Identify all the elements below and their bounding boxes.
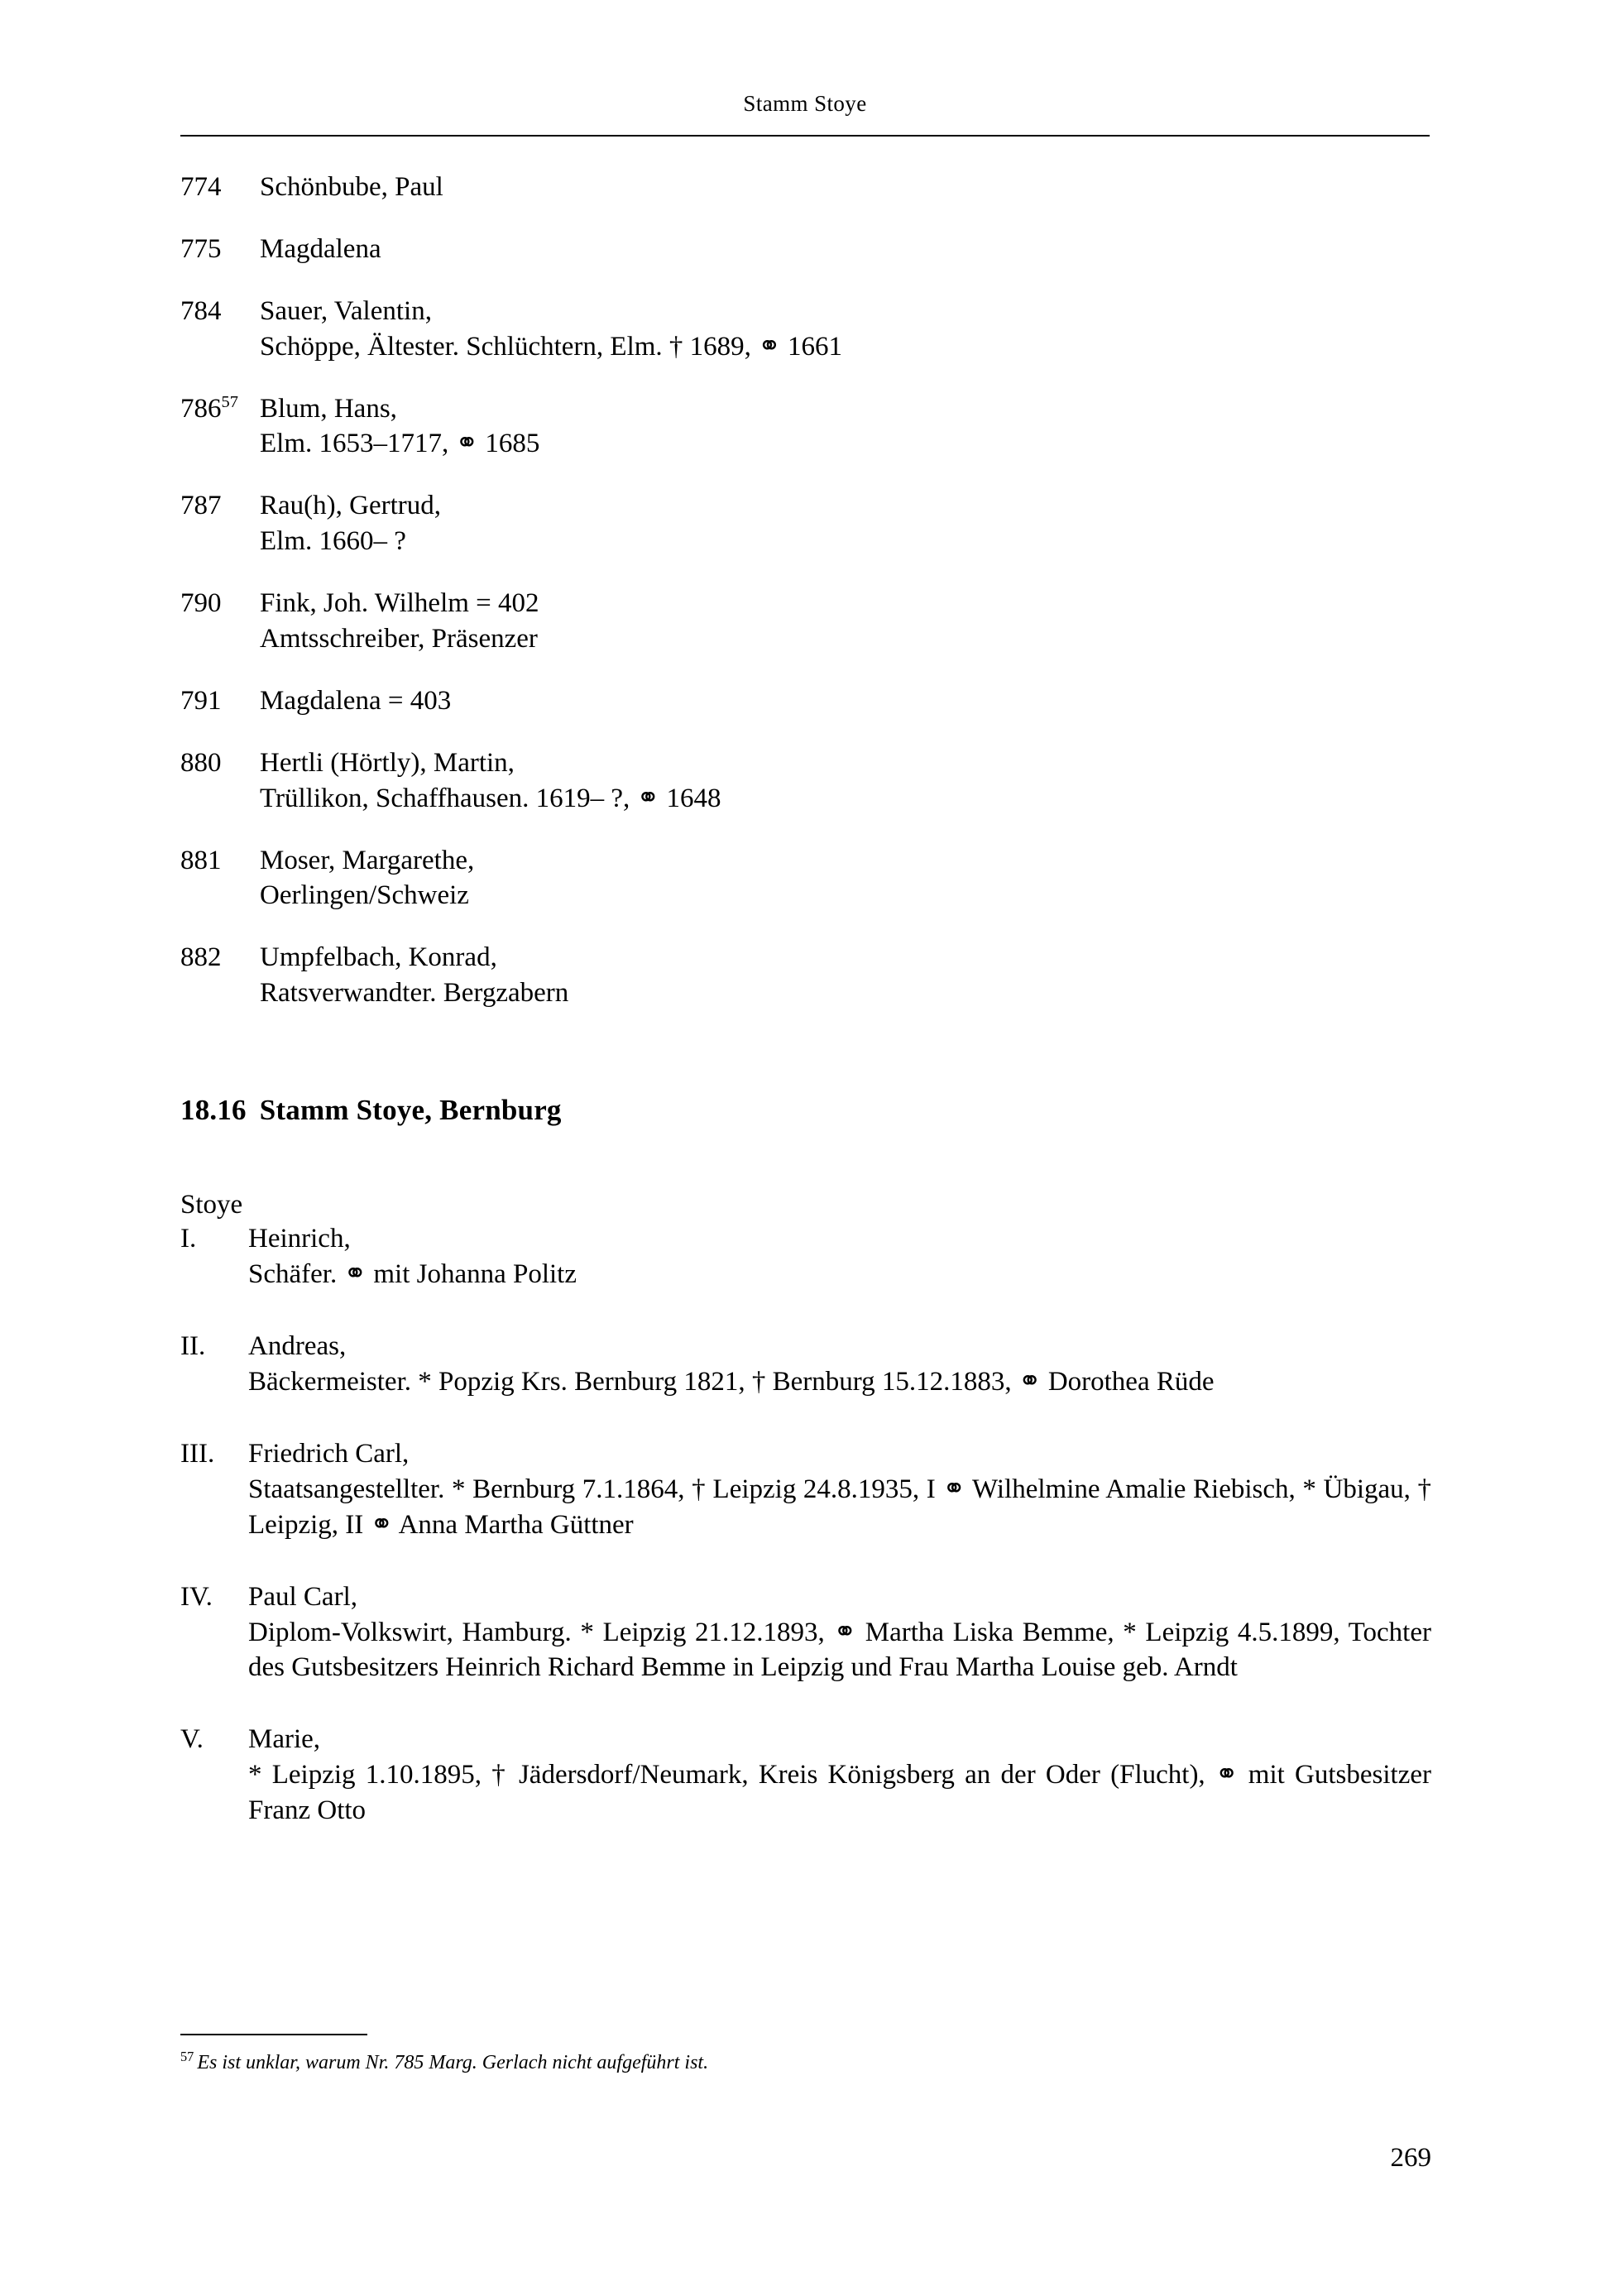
entry-number xyxy=(180,488,260,524)
generation-name: Paul Carl, xyxy=(248,1581,357,1612)
numbered-entry xyxy=(180,391,1431,463)
generation-body xyxy=(248,1579,1431,1686)
entry-body xyxy=(260,843,1431,914)
entry-name: Umpfelbach, Konrad, xyxy=(260,942,497,973)
generation-entry xyxy=(180,1436,1431,1543)
footnote xyxy=(180,2050,1431,2076)
entry-detail: Oerlingen/Schweiz xyxy=(260,880,469,911)
family-surname: Stoye xyxy=(180,1190,243,1220)
section-title: Stamm Stoye, Bernburg xyxy=(259,1094,562,1127)
entry-body xyxy=(260,232,1431,267)
entry-name: Schönbube, Paul xyxy=(260,172,443,202)
numbered-entry xyxy=(180,170,1431,205)
entry-name: Magdalena = 403 xyxy=(260,685,452,716)
entry-number xyxy=(180,294,260,329)
entry-detail: Ratsverwandter. Bergzabern xyxy=(260,978,569,1009)
generation-roman: IV. xyxy=(180,1581,213,1612)
entry-number xyxy=(180,940,260,975)
entry-body xyxy=(260,745,1431,817)
footnote-marker: 57 xyxy=(180,2049,194,2064)
entry-number xyxy=(180,170,260,205)
generation-body xyxy=(248,1221,1431,1292)
entry-name: Hertli (Hörtly), Martin, xyxy=(260,747,515,778)
numbered-entry xyxy=(180,488,1431,559)
entry-number-value: 880 xyxy=(180,747,222,778)
entry-name: Blum, Hans, xyxy=(260,393,397,424)
footnote-separator xyxy=(180,2034,367,2035)
generation-roman: I. xyxy=(180,1224,197,1254)
entry-number-value: 775 xyxy=(180,233,222,264)
entry-number xyxy=(180,586,260,621)
entry-body xyxy=(260,586,1431,657)
entry-name: Sauer, Valentin, xyxy=(260,295,432,326)
generation-entry xyxy=(180,1579,1431,1686)
page-number: 269 xyxy=(1390,2143,1431,2173)
entry-number-value: 881 xyxy=(180,845,222,875)
generation-roman: II. xyxy=(180,1331,206,1362)
generation-name: Marie, xyxy=(248,1724,321,1755)
footnote-text: Es ist unklar, warum Nr. 785 Marg. Gerlach nicht aufgeführt ist. xyxy=(197,2052,709,2073)
numbered-entry xyxy=(180,940,1431,1011)
generation-name: Andreas, xyxy=(248,1331,347,1362)
generation-body xyxy=(248,1329,1431,1400)
generation-name: Friedrich Carl, xyxy=(248,1438,410,1469)
entry-name: Moser, Margarethe, xyxy=(260,845,475,875)
generation-body xyxy=(248,1722,1431,1829)
generation-roman: III. xyxy=(180,1438,215,1469)
entry-number xyxy=(180,391,260,427)
entry-detail: Schöppe, Ältester. Schlüchtern, Elm. † 1689, ⚭ 1661 xyxy=(260,331,843,362)
generation-entry xyxy=(180,1221,1431,1292)
entry-detail: Trüllikon, Schaffhausen. 1619– ?, ⚭ 1648 xyxy=(260,783,721,813)
page-content xyxy=(180,170,1431,1829)
numbered-entry xyxy=(180,683,1431,719)
entry-number xyxy=(180,843,260,879)
entry-number xyxy=(180,232,260,267)
entry-number-value: 774 xyxy=(180,172,222,202)
header-rule xyxy=(180,135,1430,137)
numbered-entry xyxy=(180,843,1431,914)
section-number: 18.16 xyxy=(180,1094,247,1127)
generation-roman: V. xyxy=(180,1724,204,1755)
entry-number-value: 787 xyxy=(180,491,222,521)
entry-body xyxy=(260,391,1431,463)
entry-number-value: 784 xyxy=(180,295,222,326)
entry-body xyxy=(260,940,1431,1011)
entry-number-value: 790 xyxy=(180,588,222,619)
numbered-entry xyxy=(180,294,1431,365)
entry-detail: Elm. 1660– ? xyxy=(260,526,406,557)
generation-detail: Schäfer. ⚭ mit Johanna Politz xyxy=(248,1259,577,1290)
entry-name: Magdalena xyxy=(260,233,381,264)
entry-number xyxy=(180,683,260,719)
footnote-reference[interactable]: 57 xyxy=(221,392,238,411)
entry-name: Fink, Joh. Wilhelm = 402 xyxy=(260,588,539,619)
generation-entry xyxy=(180,1722,1431,1829)
generation-detail: * Leipzig 1.10.1895, † Jädersdorf/Neumark, Kreis Königsberg an der Oder (Flucht), ⚭ mit Gutsbesitzer Franz Otto xyxy=(248,1760,1431,1826)
generation-body xyxy=(248,1436,1431,1543)
generation-detail: Staatsangestellter. * Bernburg 7.1.1864, † Leipzig 24.8.1935, I ⚭ Wilhelmine Amalie Riebisch, * Übigau, † Leipzig, II ⚭ Anna Martha Güttner xyxy=(248,1474,1431,1540)
entry-number-value: 791 xyxy=(180,685,222,716)
entry-number-value: 882 xyxy=(180,942,222,973)
entry-number-value: 786 xyxy=(180,393,222,424)
generation-detail: Bäckermeister. * Popzig Krs. Bernburg 1821, † Bernburg 15.12.1883, ⚭ Dorothea Rüde xyxy=(248,1367,1215,1397)
generation-name: Heinrich, xyxy=(248,1224,351,1254)
entry-body xyxy=(260,170,1431,205)
entry-number xyxy=(180,745,260,781)
numbered-entry xyxy=(180,745,1431,817)
entry-name: Rau(h), Gertrud, xyxy=(260,491,442,521)
generation-detail: Diplom-Volkswirt, Hamburg. * Leipzig 21.12.1893, ⚭ Martha Liska Bemme, * Leipzig 4.5.1899, Tochter des Gutsbesitzers Heinrich Richard Bemme in Leipzig und Frau Martha Louise geb. Arndt xyxy=(248,1617,1431,1683)
generation-entry xyxy=(180,1329,1431,1400)
running-head: Stamm Stoye xyxy=(743,91,867,116)
entry-detail: Amtsschreiber, Präsenzer xyxy=(260,624,538,654)
entry-body xyxy=(260,488,1431,559)
numbered-entry xyxy=(180,586,1431,657)
entry-detail: Elm. 1653–1717, ⚭ 1685 xyxy=(260,429,540,459)
entry-body xyxy=(260,294,1431,365)
entry-body xyxy=(260,683,1431,719)
numbered-entry xyxy=(180,232,1431,267)
section-heading xyxy=(180,1094,1431,1127)
